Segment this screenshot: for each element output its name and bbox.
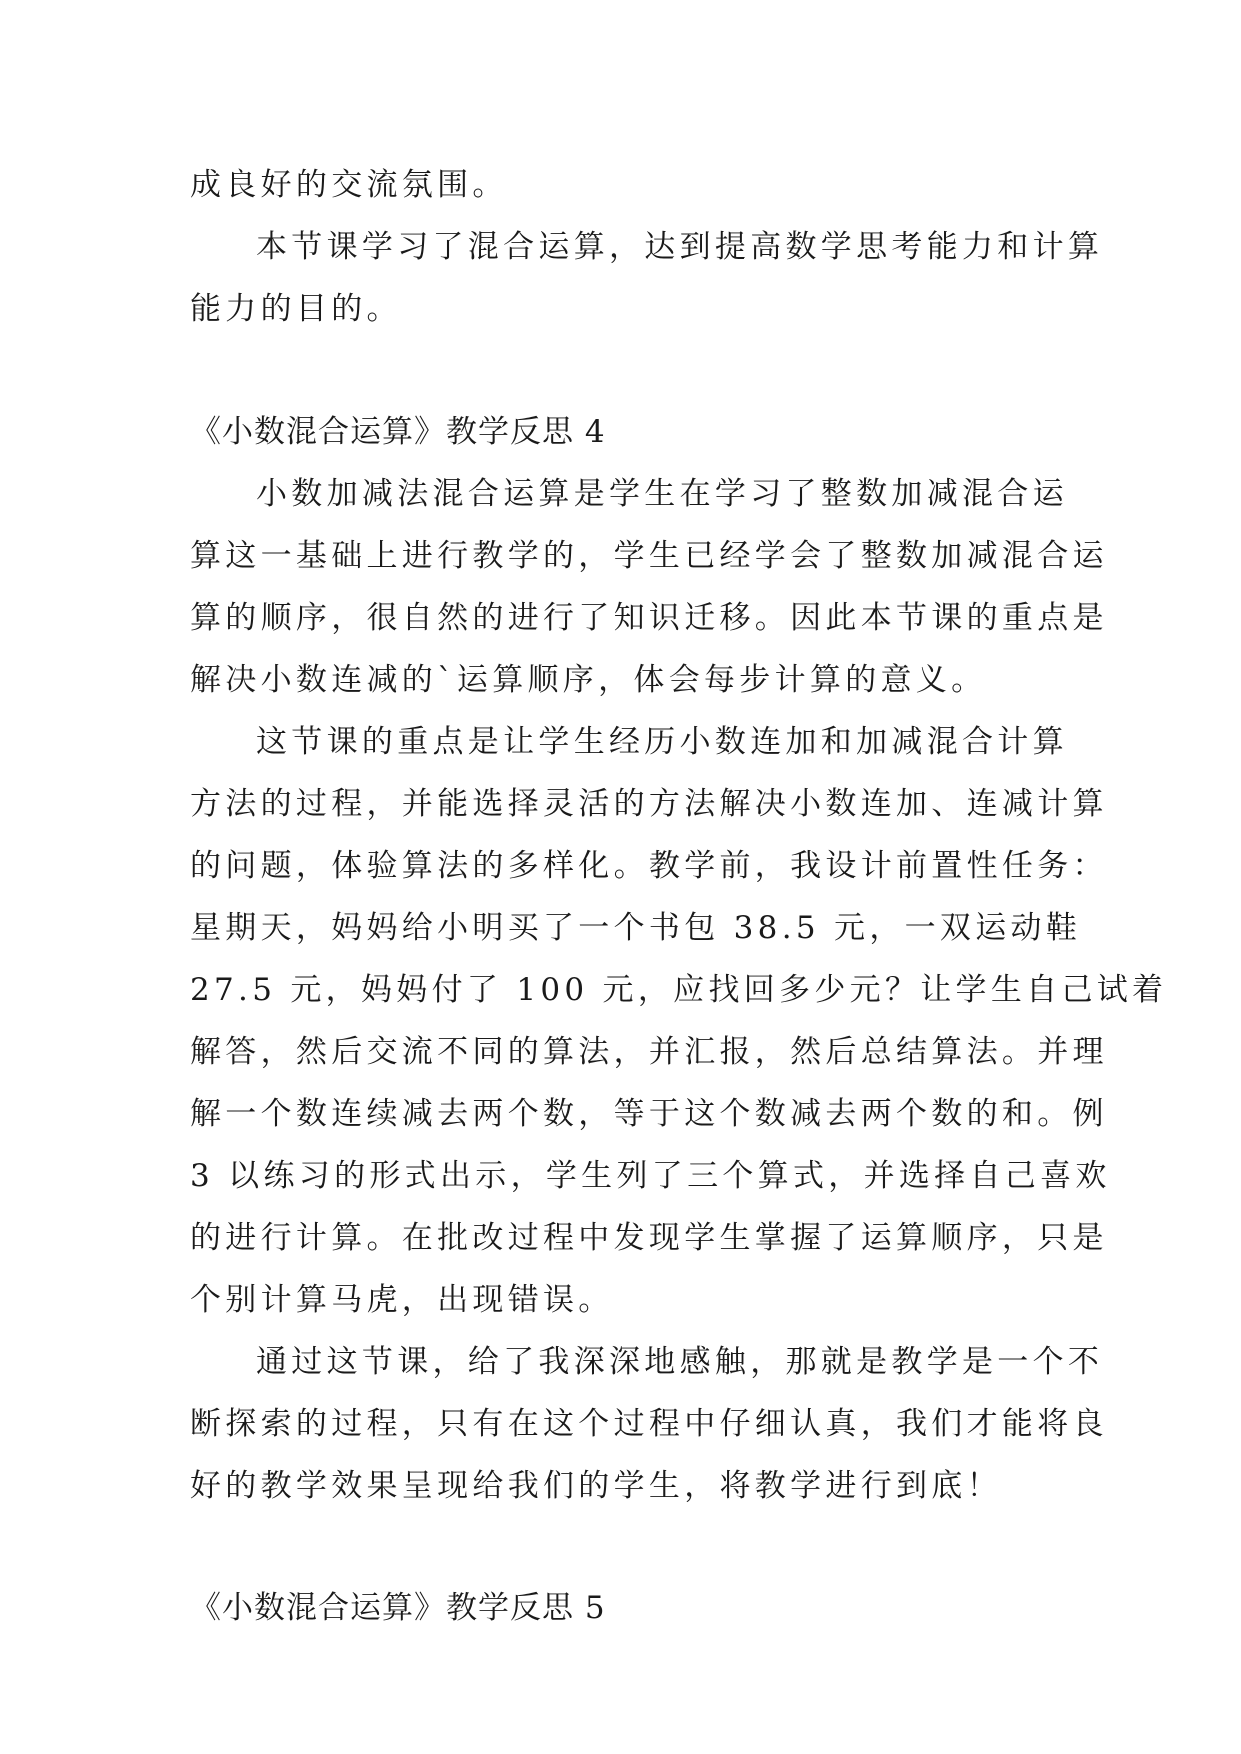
s4-p2-line-4: 星期天，妈妈给小明买了一个书包 38.5 元，一双运动鞋 — [190, 910, 1082, 946]
s4-p3-line-2: 断探索的过程，只有在这个过程中仔细认真，我们才能将良 — [190, 1406, 1108, 1442]
s4-p3-line-3: 好的教学效果呈现给我们的学生，将教学进行到底！ — [190, 1468, 1002, 1504]
s4-p2-line-2: 方法的过程，并能选择灵活的方法解决小数连加、连减计算 — [190, 786, 1108, 822]
s4-p2-line-1: 这节课的重点是让学生经历小数连加和加减混合计算 — [256, 724, 1068, 760]
s4-p2-line-6: 解答，然后交流不同的算法，并汇报，然后总结算法。并理 — [190, 1034, 1108, 1070]
s4-p3-line-1: 通过这节课，给了我深深地感触，那就是教学是一个不 — [256, 1344, 1104, 1380]
s4-p2-line-9: 的进行计算。在批改过程中发现学生掌握了运算顺序，只是 — [190, 1220, 1108, 1256]
s4-p1-line-1: 小数加减法混合运算是学生在学习了整数加减混合运 — [256, 476, 1068, 512]
s4-p1-line-4: 解决小数连减的`运算顺序，体会每步计算的意义。 — [190, 662, 987, 698]
s4-p2-line-8: 3 以练习的形式出示，学生列了三个算式，并选择自己喜欢 — [190, 1158, 1111, 1194]
s4-p2-line-3: 的问题，体验算法的多样化。教学前，我设计前置性任务： — [190, 848, 1108, 884]
section-4-title: 《小数混合运算》教学反思 4 — [190, 414, 606, 450]
intro-line-1: 成良好的交流氛围。 — [190, 167, 508, 203]
s4-p2-line-5: 27.5 元，妈妈付了 100 元，应找回多少元？让学生自己试着 — [190, 972, 1168, 1008]
section-5-title: 《小数混合运算》教学反思 5 — [190, 1590, 606, 1626]
s4-p2-line-7: 解一个数连续减去两个数，等于这个数减去两个数的和。例 — [190, 1096, 1108, 1132]
s4-p2-line-10: 个别计算马虎，出现错误。 — [190, 1282, 614, 1318]
s4-p1-line-3: 算的顺序，很自然的进行了知识迁移。因此本节课的重点是 — [190, 600, 1108, 636]
intro-line-3: 能力的目的。 — [190, 291, 402, 327]
intro-line-2: 本节课学习了混合运算，达到提高数学思考能力和计算 — [256, 229, 1104, 265]
s4-p1-line-2: 算这一基础上进行教学的，学生已经学会了整数加减混合运 — [190, 538, 1108, 574]
